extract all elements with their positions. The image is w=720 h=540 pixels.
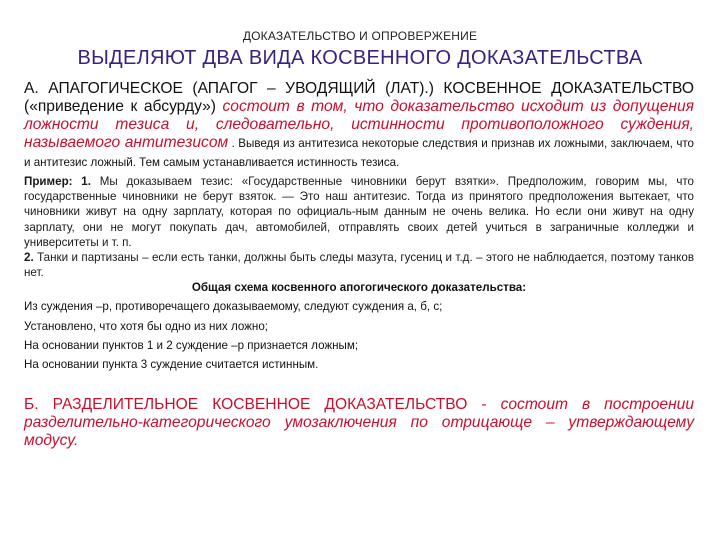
- example-2-label: 2.: [24, 251, 34, 265]
- example-2: [24, 250, 694, 280]
- slide-content: [24, 80, 694, 450]
- example-2-text: Танки и партизаны – если есть танки, должны быть следы мазута, гусениц и т.д. – этого не наблюдается, поэтому танков нет.: [24, 251, 694, 280]
- scheme-title: Общая схема косвенного апогогического доказательства:: [191, 281, 527, 295]
- scheme-step: Установлено, что хотя бы одно из них ложно;: [24, 319, 268, 333]
- section-b-definition: состоит в построении разделительно-категорического умозаключения по отрицающе – утверждающему модусу.: [24, 396, 694, 450]
- example-1: [24, 174, 694, 250]
- section-a-head: А. АПАГОГИЧЕСКОЕ (АПАГОГ – УВОДЯЩИЙ (ЛАТ).) КОСВЕННОЕ ДОКАЗАТЕЛЬСТВО («приведение к абсурду»): [24, 80, 694, 115]
- example-1-text: Мы доказываем тезис: «Государственные чиновники берут взятки». Предположим, говорим мы, что государственные чиновники не берут взяток. — Это наш антитезис. Тогда из принятого предположения вытекает, что чиновники живут на одну зарплату, которая по официаль-ным данным не очень велика. Но если они живут на одну зарплату, они не могут покупать дач, автомобилей, отправлять своих детей учиться в заграничные колледжи и университеты и т. п.: [24, 175, 694, 249]
- scheme-steps: [24, 297, 694, 374]
- section-a-definition: состоит в том, что доказательство исходит из допущения ложности тезиса и, следовательно, истинности противоположного суждения, называемого антитезисом: [24, 98, 694, 151]
- slide-title: ВЫДЕЛЯЮТ ДВА ВИДА КОСВЕННОГО ДОКАЗАТЕЛЬСТВА: [77, 47, 643, 69]
- scheme-step: На основании пункта 3 суждение считается истинным.: [24, 358, 319, 372]
- section-a-tail: . Выведя из антитезиса некоторые следствия и признав их ложными, заключаем, что и антитезис ложный. Тем самым устанавливается истинность тезиса.: [24, 137, 694, 169]
- section-b-paragraph: [24, 396, 694, 450]
- scheme-step: Из суждения –р, противоречащего доказываемому, следуют суждения а, б, с;: [24, 300, 443, 314]
- example-1-label: Пример: 1.: [24, 175, 91, 188]
- slide-kicker: ДОКАЗАТЕЛЬСТВО И ОПРОВЕРЖЕНИЕ: [242, 29, 478, 43]
- section-a-paragraph: [24, 80, 694, 172]
- section-b-head: Б. РАЗДЕЛИТЕЛЬНОЕ КОСВЕННОЕ ДОКАЗАТЕЛЬСТВО -: [24, 396, 501, 414]
- scheme-step: На основании пунктов 1 и 2 суждение –р признается ложным;: [24, 338, 359, 352]
